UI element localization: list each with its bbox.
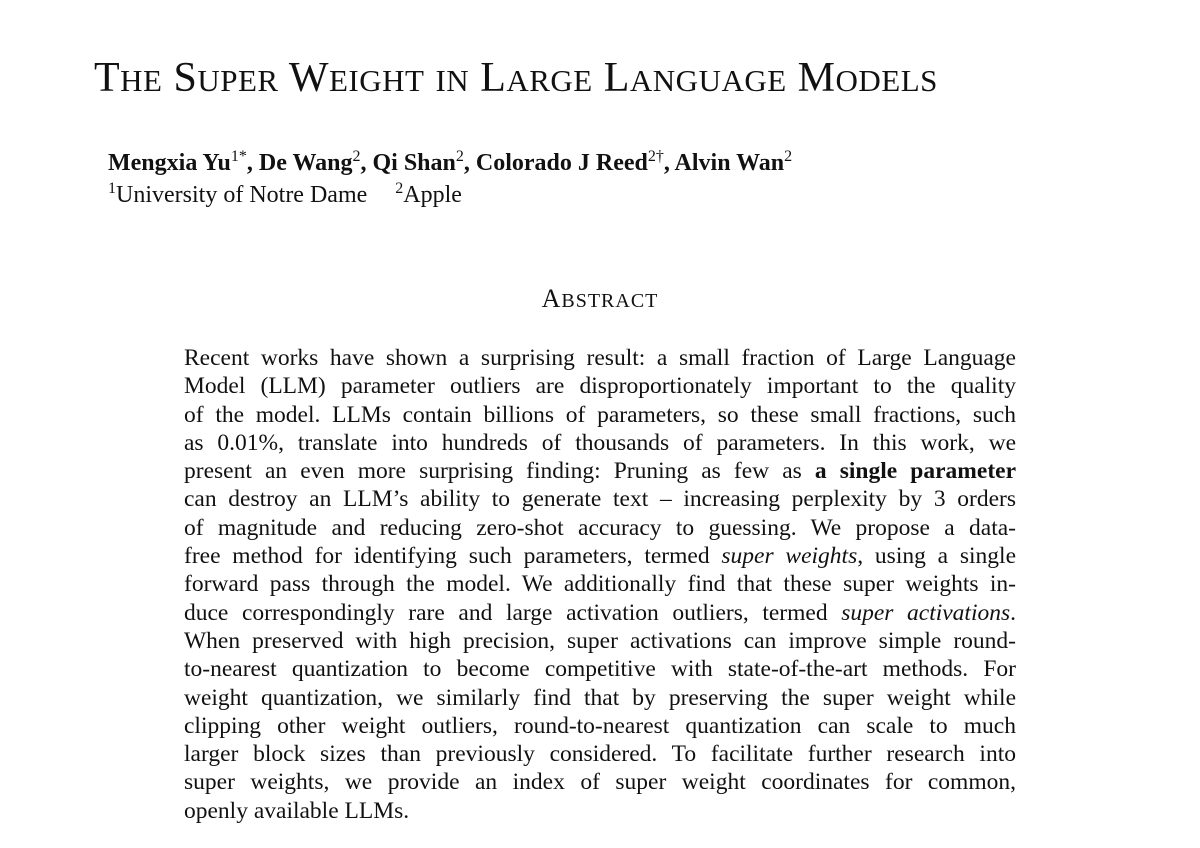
author-affiliation-mark: 2 bbox=[455, 148, 464, 165]
abstract-text: , using a single bbox=[857, 543, 1017, 570]
author bbox=[108, 150, 247, 176]
affiliation bbox=[395, 182, 462, 208]
abstract-text: to-nearest quantization to become competitive with state-of-the-art methods. For bbox=[184, 656, 1016, 683]
abstract-line bbox=[184, 740, 1016, 768]
abstract-text: can destroy an LLM’s ability to generate text – increasing perplexity by 3 orders bbox=[184, 486, 1016, 513]
abstract-line bbox=[184, 429, 1016, 457]
author-affiliation-mark: 2 bbox=[352, 148, 361, 165]
abstract-text: of the model. LLMs contain billions of parameters, so these small fractions, such bbox=[184, 401, 1016, 428]
abstract-text: super weights, we provide an index of super weight coordinates for common, bbox=[184, 769, 1016, 796]
italic-term: super activations bbox=[841, 599, 1011, 626]
paper-title bbox=[94, 52, 938, 107]
author-name: De Wang bbox=[258, 150, 353, 176]
affiliation-name: University of Notre Dame bbox=[116, 182, 368, 208]
abstract-text: forward pass through the model. We additionally find that these super weights in- bbox=[184, 571, 1016, 598]
abstract-line bbox=[184, 627, 1016, 655]
abstract-line bbox=[184, 485, 1016, 513]
abstract-line bbox=[184, 768, 1016, 796]
abstract-text: as 0.01%, translate into hundreds of thousands of parameters. In this work, we bbox=[184, 429, 1016, 456]
author-affiliation-mark: 1* bbox=[230, 148, 247, 165]
affiliation-name: Apple bbox=[403, 182, 462, 208]
abstract-text: Recent works have shown a surprising result: a small fraction of Large Language bbox=[184, 345, 1016, 371]
abstract-line bbox=[184, 344, 1016, 372]
author-affiliation-mark: 2 bbox=[784, 148, 793, 165]
affiliation-list bbox=[108, 180, 462, 210]
affiliation-mark: 2 bbox=[395, 180, 404, 197]
author-affiliation-mark: 2† bbox=[647, 148, 664, 165]
abstract-heading: ABSTRACT bbox=[541, 284, 659, 313]
author-separator: , bbox=[360, 150, 373, 176]
abstract-text: . bbox=[1010, 599, 1017, 626]
abstract-line bbox=[184, 684, 1016, 712]
author bbox=[476, 150, 664, 176]
bold-phrase: a single parameter bbox=[814, 458, 1017, 485]
abstract-text: clipping other weight outliers, round-to-nearest quantization can scale to much bbox=[184, 712, 1016, 739]
affiliation-mark: 1 bbox=[108, 180, 116, 197]
abstract-text: of magnitude and reducing zero-shot accuracy to guessing. We propose a data- bbox=[184, 514, 1016, 541]
title-word: LARGE bbox=[480, 55, 593, 101]
author-name: Colorado J Reed bbox=[475, 150, 648, 176]
abstract-text: When preserved with high precision, super activations can improve simple round- bbox=[184, 627, 1016, 654]
abstract-line bbox=[184, 542, 1016, 570]
abstract-line bbox=[184, 570, 1016, 598]
abstract-body bbox=[184, 344, 1016, 825]
title-word: IN bbox=[435, 63, 470, 98]
title-word: MODELS bbox=[797, 55, 938, 101]
title-word: THE bbox=[94, 55, 163, 101]
italic-term: super weights bbox=[721, 543, 858, 570]
abstract-text: present an even more surprising finding: Pruning as few as bbox=[184, 458, 815, 485]
abstract-text: free method for identifying such parameters, termed bbox=[184, 543, 722, 570]
author-name: Mengxia Yu bbox=[108, 150, 231, 176]
title-word: LANGUAGE bbox=[603, 55, 787, 101]
abstract-line bbox=[184, 655, 1016, 683]
affiliation bbox=[108, 182, 367, 208]
author bbox=[675, 150, 793, 176]
author-separator: , bbox=[663, 150, 675, 176]
abstract-line bbox=[184, 599, 1016, 627]
abstract-line bbox=[184, 514, 1016, 542]
abstract-line bbox=[184, 401, 1016, 429]
abstract-line bbox=[184, 712, 1016, 740]
author bbox=[259, 150, 361, 176]
author-list bbox=[108, 148, 792, 178]
abstract-text: duce correspondingly rare and large activation outliers, termed bbox=[184, 599, 842, 626]
abstract-text: Model (LLM) parameter outliers are disproportionately important to the quality bbox=[184, 373, 1016, 400]
abstract-text: openly available LLMs. bbox=[184, 797, 410, 824]
author-name: Alvin Wan bbox=[674, 150, 785, 176]
abstract-text: larger block sizes than previously considered. To facilitate further research into bbox=[184, 741, 1016, 768]
title-word: SUPER bbox=[173, 55, 279, 101]
author-separator: , bbox=[246, 150, 259, 176]
title-word: WEIGHT bbox=[288, 55, 425, 101]
abstract-line bbox=[184, 797, 1016, 825]
author bbox=[372, 150, 463, 176]
author-name: Qi Shan bbox=[372, 150, 456, 176]
abstract-line bbox=[184, 457, 1016, 485]
abstract-text: weight quantization, we similarly find that by preserving the super weight while bbox=[184, 684, 1016, 711]
abstract-line bbox=[184, 372, 1016, 400]
author-separator: , bbox=[463, 150, 476, 176]
